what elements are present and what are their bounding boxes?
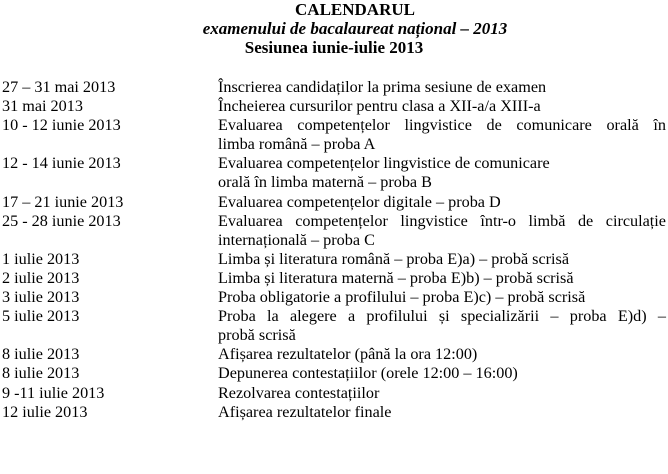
event-line: Afișarea rezultatelor finale (218, 402, 392, 421)
schedule-event (218, 384, 666, 403)
event-line: Proba la alegere a profilului și specializării – proba E)d) – (218, 307, 666, 326)
schedule-date: 25 - 28 iunie 2013 (2, 211, 121, 230)
schedule-date: 12 - 14 iunie 2013 (2, 154, 121, 173)
schedule-row (0, 193, 668, 212)
schedule-row (0, 212, 668, 250)
event-line: Limba și literatura maternă – proba E)b) – probă scrisă (218, 268, 574, 287)
schedule-event (218, 269, 666, 288)
schedule-row (0, 364, 668, 383)
schedule-event (218, 307, 666, 345)
event-line: Afișarea rezultatelor (până la ora 12:00) (218, 345, 478, 364)
schedule-row (0, 116, 668, 154)
schedule-row (0, 403, 668, 422)
event-line: Limba și literatura română – proba E)a) – probă scrisă (218, 249, 570, 268)
event-line: Evaluarea competențelor lingvistice de comunicare orală în (218, 116, 666, 135)
event-line: Proba obligatorie a profilului – proba E)c) – probă scrisă (218, 288, 586, 307)
schedule-row (0, 345, 668, 364)
event-line: limba română – proba A (218, 135, 376, 154)
event-line: Rezolvarea contestațiilor (218, 383, 380, 402)
document-subtitle: examenului de bacalaureat național – 2013 (202, 19, 508, 38)
schedule-event (218, 288, 666, 307)
schedule-event (218, 403, 666, 422)
schedule-date: 2 iulie 2013 (2, 268, 80, 287)
schedule-date: 10 - 12 iunie 2013 (2, 116, 121, 135)
schedule-event (218, 97, 666, 116)
event-line: Evaluarea competențelor lingvistice într-o limbă de circulație (218, 211, 666, 230)
schedule-row (0, 384, 668, 403)
schedule-event (218, 78, 666, 97)
schedule-event (218, 116, 666, 154)
schedule-date: 1 iulie 2013 (2, 249, 80, 268)
schedule-row (0, 78, 668, 97)
event-line: Evaluarea competențelor digitale – proba D (218, 192, 501, 211)
schedule-date: 17 – 21 iunie 2013 (2, 192, 124, 211)
schedule-date: 9 -11 iulie 2013 (2, 383, 105, 402)
schedule-row (0, 154, 668, 192)
schedule-row (0, 250, 668, 269)
event-line: Înscrierea candidaților la prima sesiune de examen (218, 78, 547, 96)
schedule-date: 8 iulie 2013 (2, 345, 80, 364)
schedule-row (0, 307, 668, 345)
schedule-event (218, 154, 666, 192)
document-title: CALENDARUL (295, 0, 415, 19)
schedule-row (0, 97, 668, 116)
schedule-event (218, 364, 666, 383)
event-line: Încheierea cursurilor pentru clasa a XII-a/a XIII-a (218, 97, 541, 116)
schedule-table (0, 78, 668, 422)
schedule-row (0, 269, 668, 288)
schedule-date: 27 – 31 mai 2013 (2, 78, 116, 96)
event-line: Depunerea contestațiilor (orele 12:00 – 16:00) (218, 364, 518, 383)
schedule-event (218, 345, 666, 364)
schedule-date: 12 iulie 2013 (2, 402, 88, 421)
event-line: internațională – proba C (218, 230, 375, 249)
event-line: probă scrisă (218, 326, 296, 345)
schedule-date: 3 iulie 2013 (2, 288, 80, 307)
schedule-event (218, 193, 666, 212)
schedule-date: 5 iulie 2013 (2, 307, 80, 326)
schedule-event (218, 250, 666, 269)
schedule-date: 31 mai 2013 (2, 97, 83, 116)
event-line: Evaluarea competențelor lingvistice de comunicare (218, 154, 550, 173)
schedule-event (218, 212, 666, 250)
schedule-row (0, 288, 668, 307)
event-line: orală în limba maternă – proba B (218, 173, 432, 192)
schedule-date: 8 iulie 2013 (2, 364, 80, 383)
session-heading: Sesiunea iunie-iulie 2013 (244, 38, 424, 57)
